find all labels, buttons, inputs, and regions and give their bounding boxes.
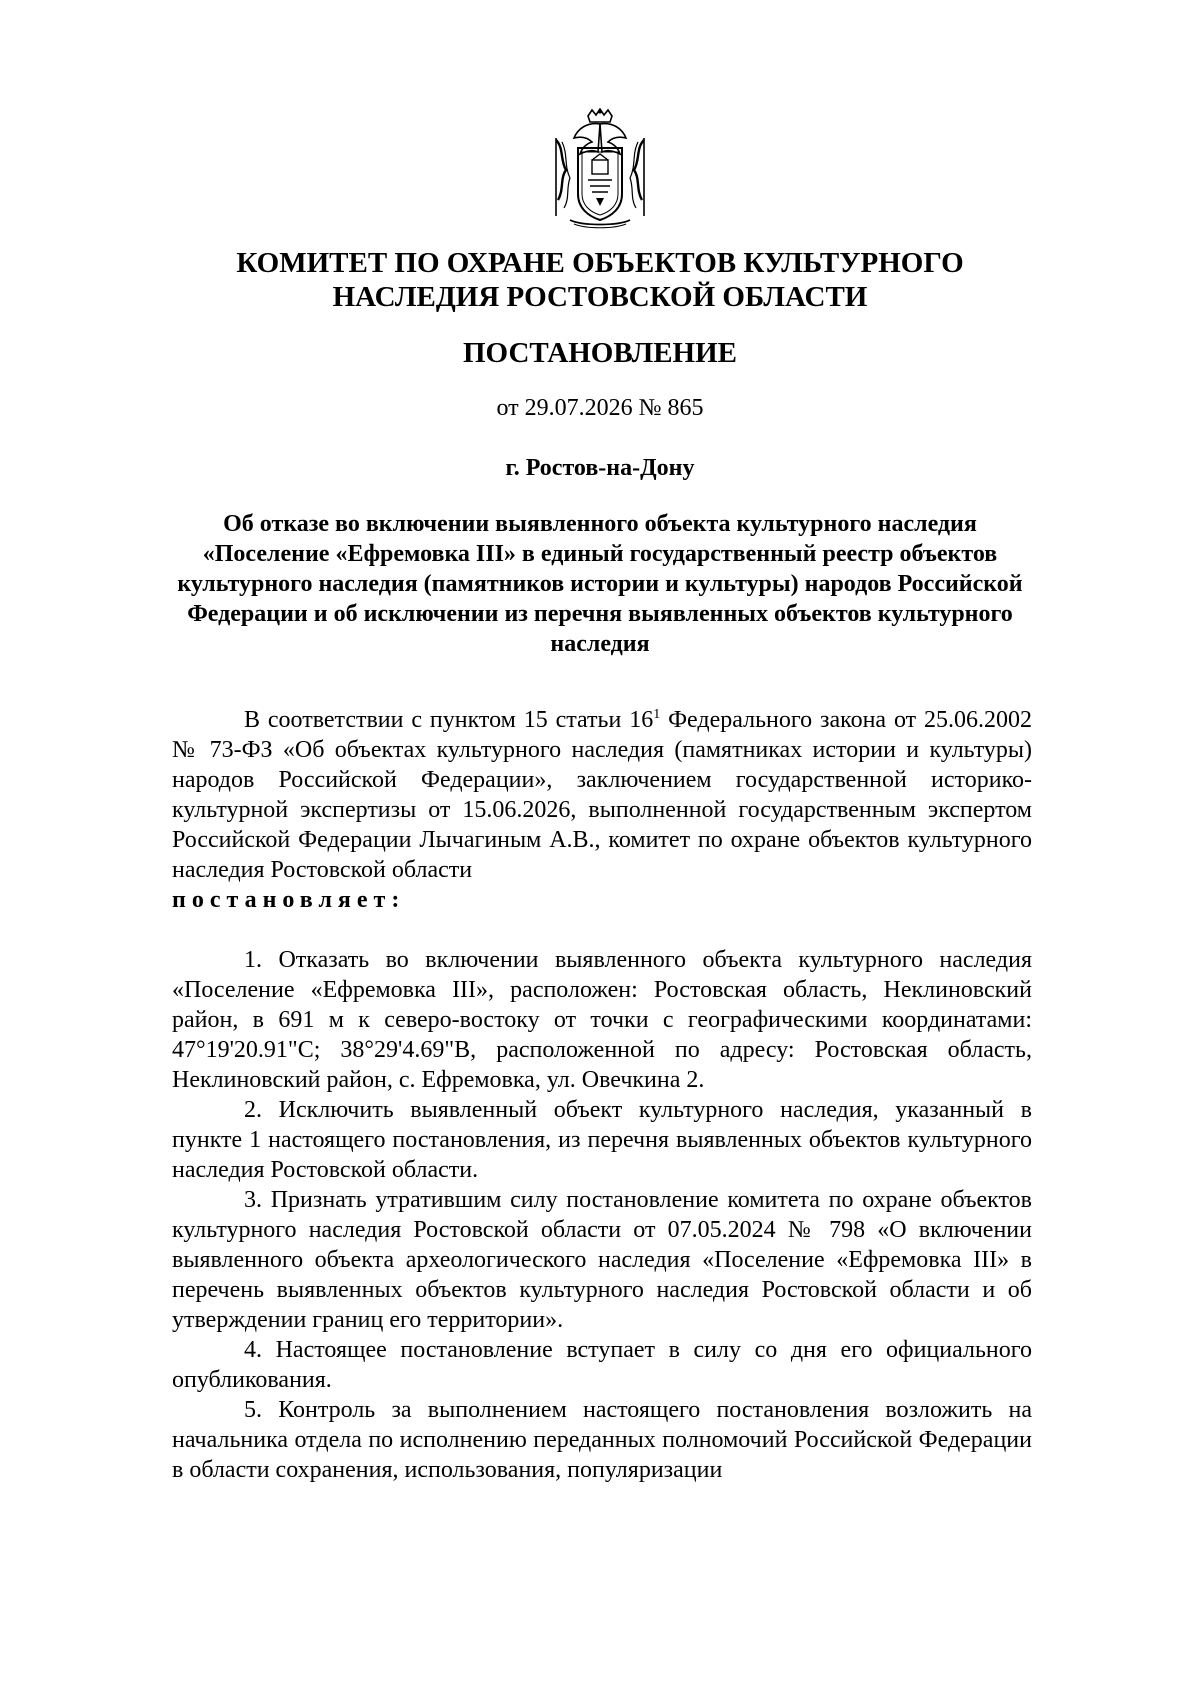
organization-name-line2: НАСЛЕДИЯ РОСТОВСКОЙ ОБЛАСТИ xyxy=(332,281,868,313)
decree-item-5: 5. Контроль за выполнением настоящего постановления возложить на начальника отдела по исполнению переданных полномочий Российской Федерации в области сохранения, использования, популяризации xyxy=(172,1397,1032,1483)
decree-item-2: 2. Исключить выявленный объект культурного наследия, указанный в пункте 1 настоящего постановления, из перечня выявленных объектов культурного наследия Ростовской области. xyxy=(172,1097,1032,1183)
coat-of-arms-emblem xyxy=(548,108,652,230)
organization-name xyxy=(150,246,1050,314)
document-date-number: от 29.07.2026 № 865 xyxy=(496,395,704,421)
article-superscript: 1 xyxy=(653,707,661,722)
document-title: Об отказе во включении выявленного объекта культурного наследия «Поселение «Ефремовка III» в единый государственный реестр объектов культурного наследия (памятников истории и культуры) народов Российской Федерации и об исключении из перечня выявленных объектов культурного наследия xyxy=(177,511,1023,657)
preamble-text-part1: В соответствии с пунктом 15 статьи 16 xyxy=(244,707,654,733)
preamble-paragraph xyxy=(172,705,1032,885)
document-city: г. Ростов-на-Дону xyxy=(505,455,695,481)
decree-item-4: 4. Настоящее постановление вступает в силу со дня его официального опубликования. xyxy=(172,1337,1032,1393)
document-type: ПОСТАНОВЛЕНИЕ xyxy=(462,337,737,369)
document-body xyxy=(172,705,1032,1485)
decree-item-3: 3. Признать утратившим силу постановление комитета по охране объектов культурного наследия Ростовской области от 07.05.2024 № 798 «О включении выявленного объекта археологического наследия «Поселение «Ефремовка III» в перечень выявленных объектов культурного наследия Ростовской области и об утверждении границ его территории». xyxy=(172,1187,1032,1333)
decree-item-1: 1. Отказать во включении выявленного объекта культурного наследия «Поселение «Ефремовка III», расположен: Ростовская область, Неклиновский район, в 691 м к северо-востоку от точки с географическими координатами: 47°19'20.91"С; 38°29'4.69"В, расположенной по адресу: Ростовская область, Неклиновский район, с. Ефремовка, ул. Овечкина 2. xyxy=(172,947,1032,1093)
preamble-text-part2: Федерального закона от 25.06.2002 № 73-ФЗ «Об объектах культурного наследия (памятниках истории и культуры) народов Российской Федерации», заключением государственной историко-культурной экспертизы от 15.06.2026, выполненной государственным экспертом Российской Федерации Лычагиным А.В., комитет по охране объектов культурного наследия Ростовской области xyxy=(172,707,1033,883)
paragraph-gap xyxy=(172,915,1032,945)
organization-name-line1: КОМИТЕТ ПО ОХРАНЕ ОБЪЕКТОВ КУЛЬТУРНОГО xyxy=(236,247,964,279)
decree-word: постановляет: xyxy=(172,887,406,913)
